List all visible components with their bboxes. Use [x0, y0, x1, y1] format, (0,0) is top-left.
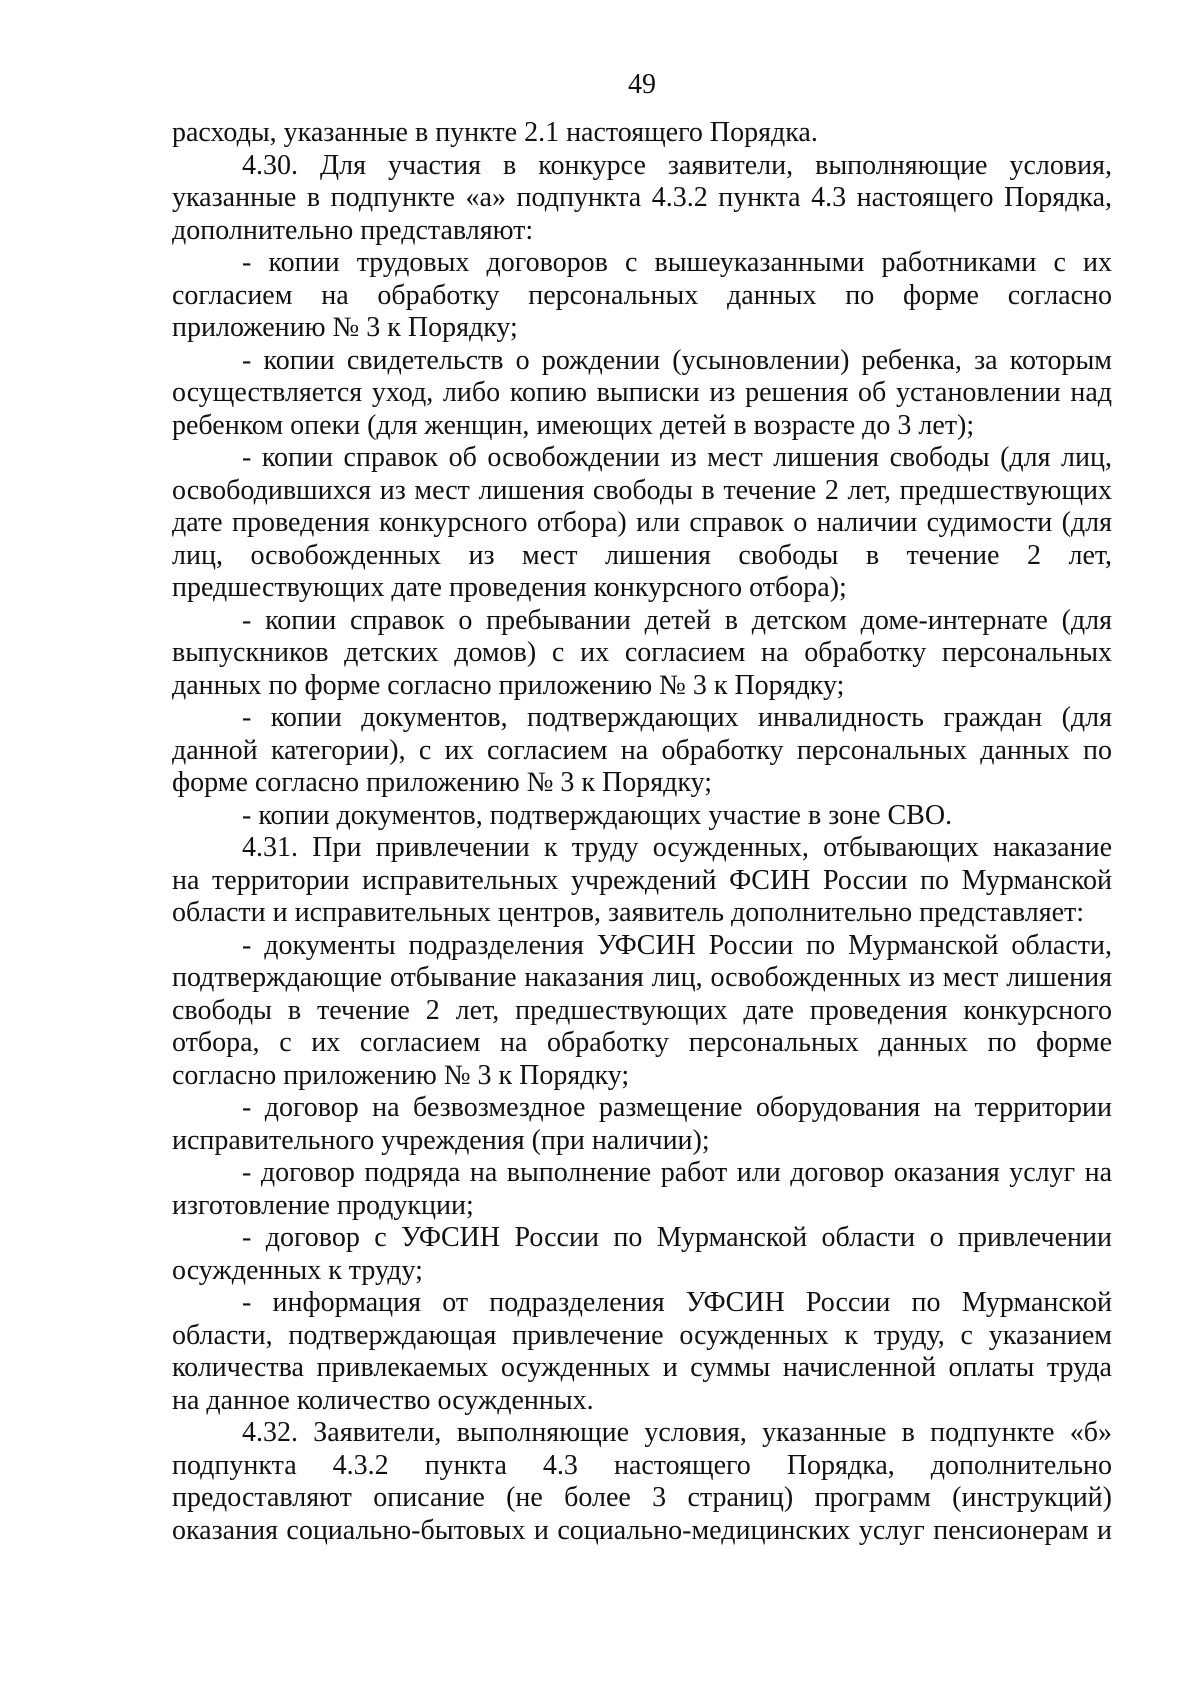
text-line: осужденных к труду;	[172, 1254, 423, 1286]
text-line: данной категории), с их согласием на обработку персональных данных по	[172, 734, 1112, 766]
paragraph	[172, 832, 1112, 930]
text-line: предшествующих дате проведения конкурсного отбора);	[172, 572, 847, 603]
text-line: ребенком опеки (для женщин, имеющих детей в возрасте до 3 лет);	[172, 409, 975, 441]
text-line: - договор на безвозмездное размещение оборудования на территории	[242, 1092, 1112, 1123]
text-line: данных по форме согласно приложению № 3 к Порядку;	[172, 669, 845, 701]
paragraph	[172, 442, 1112, 605]
continued-paragraph	[172, 117, 1112, 150]
text-line: - копии трудовых договоров с вышеуказанными работниками с их	[242, 247, 1112, 278]
document-body	[172, 117, 1112, 1547]
text-line: оказания социально-бытовых и социально-медицинских услуг пенсионерам и	[172, 1514, 1112, 1546]
text-line: - копии справок о пребывании детей в детском доме-интернате (для	[242, 604, 1112, 636]
text-line: изготовление продукции;	[172, 1189, 474, 1221]
paragraph	[172, 702, 1112, 800]
text-line: форме согласно приложению № 3 к Порядку;	[172, 767, 712, 798]
text-line: отбора, с их согласием на обработку персональных данных по форме	[172, 1027, 1112, 1058]
text-line: лиц, освобожденных из мест лишения свободы в течение 2 лет,	[172, 539, 1112, 571]
text-line: дополнительно представляют:	[172, 214, 534, 246]
paragraph	[172, 800, 1112, 833]
text-line: расходы, указанные в пункте 2.1 настоящего Порядка.	[172, 117, 818, 148]
text-line: - копии свидетельств о рождении (усыновлении) ребенка, за которым	[242, 344, 1112, 376]
text-line: исправительного учреждения (при наличии);	[172, 1124, 710, 1156]
text-line: - информация от подразделения УФСИН России по Мурманской	[242, 1287, 1112, 1318]
text-line: - договор подряда на выполнение работ или договор оказания услуг на	[242, 1157, 1112, 1188]
text-line: приложению № 3 к Порядку;	[172, 312, 518, 343]
text-line: подпункта 4.3.2 пункта 4.3 настоящего Порядка, дополнительно	[172, 1449, 1112, 1481]
paragraph	[172, 930, 1112, 1093]
text-line: подтверждающие отбывание наказания лиц, освобожденных из мест лишения	[172, 962, 1112, 993]
text-line: 4.32. Заявители, выполняющие условия, указанные в подпункте «б»	[242, 1417, 1112, 1448]
text-line: 4.31. При привлечении к труду осужденных, отбывающих наказание	[242, 832, 1112, 863]
paragraph	[172, 150, 1112, 248]
page-number: 49	[628, 69, 656, 100]
text-line: предоставляют описание (не более 3 страниц) программ (инструкций)	[172, 1482, 1112, 1513]
text-line: согласно приложению № 3 к Порядку;	[172, 1059, 630, 1091]
text-line: - копии документов, подтверждающих инвалидность граждан (для	[242, 702, 1112, 733]
paragraph	[172, 1287, 1112, 1417]
text-line: - документы подразделения УФСИН России по Мурманской области,	[242, 929, 1112, 961]
paragraph	[172, 605, 1112, 703]
text-line: области и исправительных центров, заявитель дополнительно представляет:	[172, 897, 1085, 928]
text-line: выпускников детских домов) с их согласием на обработку персональных	[172, 637, 1112, 668]
paragraph	[172, 1222, 1112, 1287]
paragraph	[172, 247, 1112, 345]
paragraph	[172, 1092, 1112, 1157]
text-line: указанные в подпункте «а» подпункта 4.3.2 пункта 4.3 настоящего Порядка,	[172, 182, 1112, 213]
text-line: дате проведения конкурсного отбора) или справок о наличии судимости (для	[172, 507, 1112, 538]
text-line: на данное количество осужденных.	[172, 1384, 594, 1416]
text-line: - копии документов, подтверждающих участие в зоне СВО.	[242, 799, 953, 831]
text-line: осуществляется уход, либо копию выписки из решения об установлении над	[172, 377, 1112, 408]
paragraph	[172, 1417, 1112, 1547]
text-line: 4.30. Для участия в конкурсе заявители, выполняющие условия,	[242, 149, 1112, 181]
paragraph	[172, 1157, 1112, 1222]
paragraph	[172, 345, 1112, 443]
text-line: согласием на обработку персональных данных по форме согласно	[172, 279, 1112, 311]
text-line: - договор с УФСИН России по Мурманской области о привлечении	[242, 1222, 1112, 1253]
text-line: области, подтверждающая привлечение осужденных к труду, с указанием	[172, 1319, 1112, 1351]
text-line: количества привлекаемых осужденных и суммы начисленной оплаты труда	[172, 1352, 1112, 1383]
text-line: - копии справок об освобождении из мест лишения свободы (для лиц,	[242, 442, 1112, 473]
text-line: освободившихся из мест лишения свободы в течение 2 лет, предшествующих	[172, 474, 1112, 506]
text-line: свободы в течение 2 лет, предшествующих дате проведения конкурсного	[172, 994, 1112, 1026]
text-line: на территории исправительных учреждений ФСИН России по Мурманской	[172, 864, 1112, 896]
